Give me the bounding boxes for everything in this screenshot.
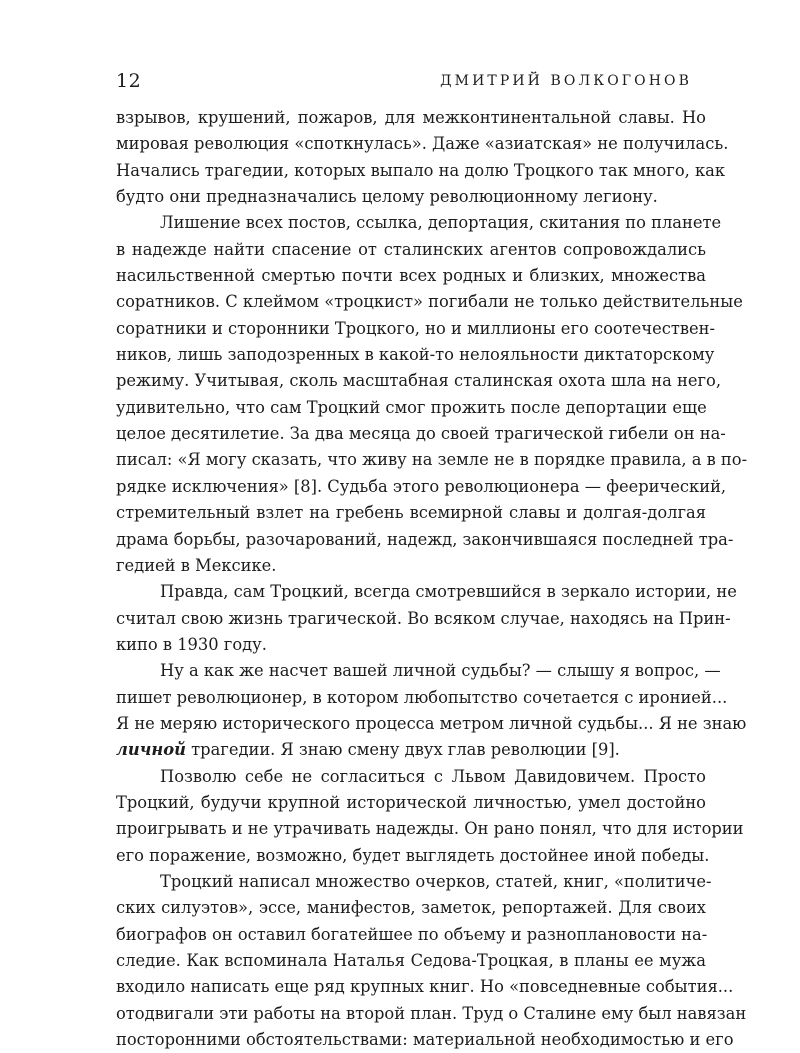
text-line: ских силуэтов», эссе, манифестов, заметок, репортажей. Для своих bbox=[116, 898, 706, 918]
text-line: Позволю себе не согласиться с Львом Давидовичем. Просто bbox=[160, 766, 706, 786]
text-line: трагедии. Я знаю смену двух глав революции [9]. bbox=[191, 740, 620, 760]
emphasis-word: личной bbox=[116, 740, 186, 760]
text-line: следие. Как вспоминала Наталья Седова-Троцкая, в планы ее мужа bbox=[116, 951, 706, 970]
text-line: взрывов, крушений, пожаров, для межконтинентальной славы. Но bbox=[116, 108, 706, 127]
text-line: в надежде найти спасение от сталинских агентов сопровождались bbox=[116, 239, 706, 259]
running-head-author: ДМИТРИЙ ВОЛКОГОНОВ bbox=[440, 73, 692, 89]
text-line: проигрывать и не утрачивать надежды. Он рано понял, что для истории bbox=[116, 819, 744, 839]
text-line: стремительный взлет на гребень всемирной славы и долгая-долгая bbox=[116, 503, 706, 523]
quote-line: пишет революционер, в котором любопытство сочетается с иронией... bbox=[116, 687, 728, 707]
text-line: насильственной смертью почти всех родных и близких, множества bbox=[116, 266, 706, 286]
text-line: кипо в 1930 году. bbox=[116, 634, 267, 654]
text-line: Правда, сам Троцкий, всегда смотревшийся в зеркало истории, не bbox=[160, 582, 737, 602]
text-line: считал свою жизнь трагической. Во всяком случае, находясь на Прин- bbox=[116, 608, 731, 628]
text-line: Троцкий, будучи крупной исторической личностью, умел достойно bbox=[116, 792, 706, 812]
quote-line: Ну а как же насчет вашей личной судьбы? — слышу я вопрос, — bbox=[160, 661, 721, 681]
body-text bbox=[116, 105, 748, 1053]
text-line: ников, лишь заподозренных в какой-то нелояльности диктаторскому bbox=[116, 345, 715, 365]
quote-line-emphasis bbox=[116, 737, 706, 763]
text-line: Лишение всех постов, ссылка, депортация, скитания по планете bbox=[160, 213, 722, 233]
page-header bbox=[116, 70, 692, 94]
text-line: писал: «Я могу сказать, что живу на земле не в порядке правила, а в по- bbox=[116, 450, 748, 470]
text-line: рядке исключения» [8]. Судьба этого революционера — феерический, bbox=[116, 476, 727, 496]
text-line: входило написать еще ряд крупных книг. Но «повседневные события... bbox=[116, 977, 734, 997]
text-line: соратников. С клеймом «троцкист» погибали не только действительные bbox=[116, 292, 743, 312]
text-line: его поражение, возможно, будет выглядеть достойнее иной победы. bbox=[116, 845, 710, 865]
text-line: целое десятилетие. За два месяца до своей трагической гибели он на- bbox=[116, 424, 726, 444]
text-line: удивительно, что сам Троцкий смог прожить после депортации еще bbox=[116, 397, 707, 417]
text-line: отодвигали эти работы на второй план. Труд о Сталине ему был навязан bbox=[116, 1003, 747, 1023]
text-line: драма борьбы, разочарований, надежд, закончившаяся последней тра- bbox=[116, 529, 734, 549]
text-line: режиму. Учитывая, сколь масштабная сталинская охота шла на него, bbox=[116, 371, 722, 391]
text-line: гедией в Мексике. bbox=[116, 555, 277, 575]
text-line: будто они предназначались целому революционному легиону. bbox=[116, 187, 658, 207]
text-line: соратники и сторонники Троцкого, но и миллионы его соотечествен- bbox=[116, 318, 715, 338]
text-line: биографов он оставил богатейшее по объему и разноплановости на- bbox=[116, 924, 708, 944]
page-number: 12 bbox=[116, 70, 142, 92]
text-line: Начались трагедии, которых выпало на долю Троцкого так много, как bbox=[116, 160, 726, 180]
text-line: Троцкий написал множество очерков, статей, книг, «политиче- bbox=[160, 871, 712, 891]
text-line: мировая революция «споткнулась». Даже «азиатская» не получилась. bbox=[116, 134, 729, 154]
text-line: посторонними обстоятельствами: материальной необходимостью и его bbox=[116, 1030, 734, 1050]
quote-line: Я не меряю исторического процесса метром личной судьбы... Я не знаю bbox=[116, 713, 747, 733]
